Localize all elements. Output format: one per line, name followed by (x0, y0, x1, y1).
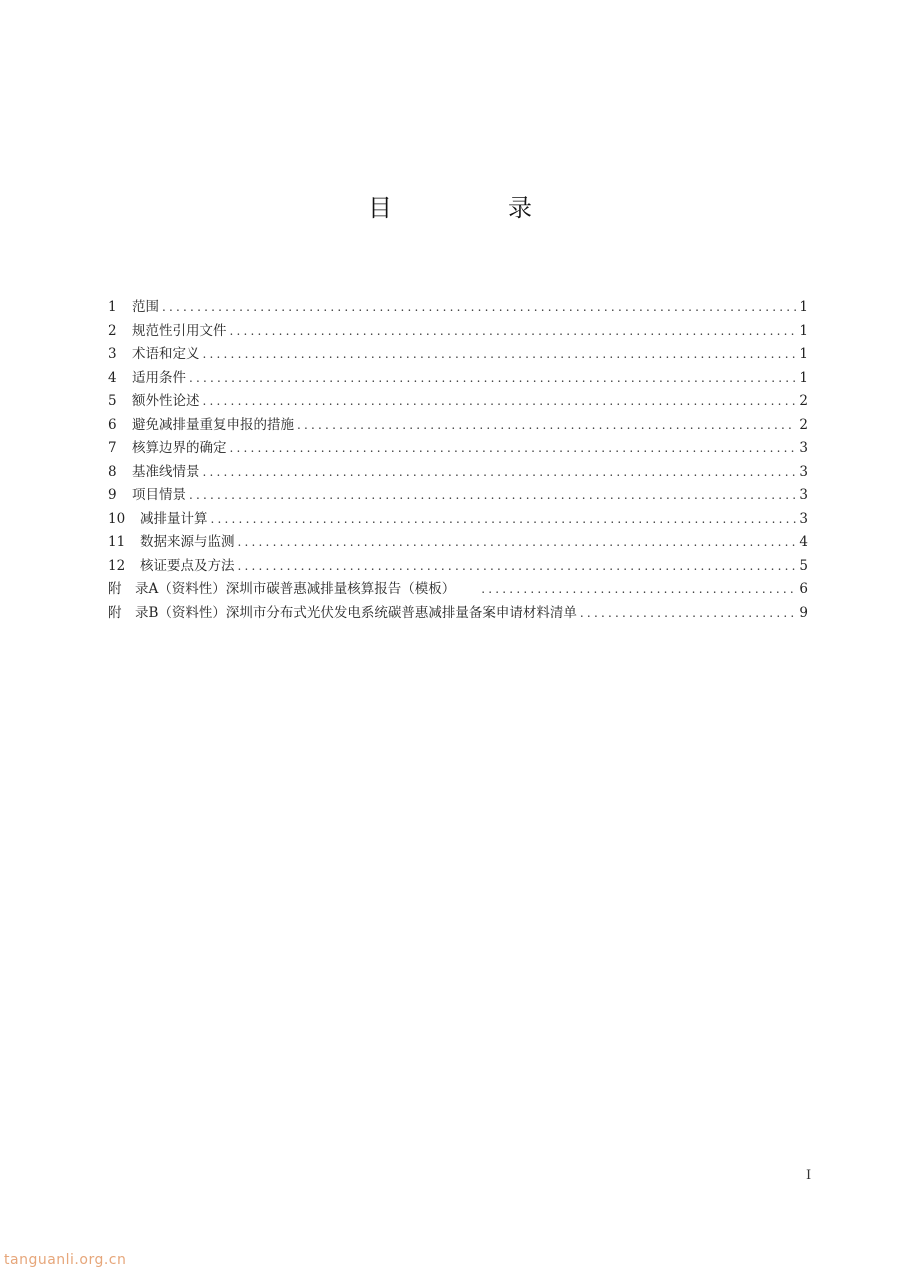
toc-dot-leader (162, 296, 796, 320)
toc-entry-7[interactable] (108, 437, 808, 461)
toc-entry-title: 术语和定义 (132, 346, 200, 362)
toc-entry-number: 4 (108, 369, 117, 386)
toc-entry-number: 3 (108, 346, 117, 362)
toc-entry-number: 7 (108, 440, 117, 456)
toc-entry-4[interactable] (108, 367, 808, 391)
toc-entry-10[interactable] (108, 508, 808, 532)
toc-entry-page: 1 (799, 322, 808, 339)
toc-entry-title: 核算边界的确定 (132, 440, 227, 456)
toc-entry-title: 项目情景 (132, 487, 186, 503)
toc-entry-8[interactable] (108, 461, 808, 485)
toc-entry-2[interactable] (108, 320, 808, 344)
toc-dot-leader (189, 367, 796, 391)
toc-dot-leader (580, 602, 796, 626)
toc-entry-11[interactable] (108, 531, 808, 555)
toc-dot-leader (230, 437, 797, 461)
toc-entry-title: 范围 (132, 299, 159, 315)
toc-entry-number: 11 (108, 534, 126, 550)
toc-entry-6[interactable] (108, 414, 808, 438)
toc-entry-title: 减排量计算 (140, 510, 208, 527)
toc-entry-number: 6 (108, 416, 117, 433)
toc-entry-1[interactable] (108, 296, 808, 320)
toc-dot-leader (238, 531, 797, 555)
toc-dot-leader (238, 555, 797, 579)
toc-entry-number: 1 (108, 299, 117, 315)
toc-dot-leader (203, 390, 797, 414)
toc-entry-title: 核证要点及方法 (140, 557, 235, 574)
toc-entry-page: 1 (799, 369, 808, 386)
toc-dot-leader (230, 320, 797, 344)
toc-dot-leader (211, 508, 797, 532)
toc-entry-12[interactable] (108, 555, 808, 579)
toc-appendix-label: 附 录 (108, 581, 149, 597)
toc-entry-5[interactable] (108, 390, 808, 414)
toc-entry-number: 10 (108, 510, 126, 527)
toc-entry-title: 额外性论述 (132, 393, 200, 409)
toc-entry-page: 4 (799, 534, 808, 550)
toc-entry-page: 2 (799, 393, 808, 409)
toc-entry-page: 1 (799, 346, 808, 362)
toc-entry-title: 适用条件 (132, 369, 186, 386)
table-of-contents (108, 296, 808, 625)
toc-entry-title: 数据来源与监测 (140, 534, 235, 550)
toc-entry-page: 3 (799, 440, 808, 456)
toc-entry-page: 3 (799, 487, 808, 503)
toc-dot-leader (189, 484, 796, 508)
toc-entry-title: 规范性引用文件 (132, 322, 227, 339)
toc-appendix-a[interactable] (108, 578, 808, 602)
toc-entry-number: 12 (108, 557, 126, 574)
toc-dot-leader (297, 414, 796, 438)
toc-entry-title: 基准线情景 (132, 463, 200, 480)
toc-dot-leader (481, 578, 796, 602)
toc-entry-page: 3 (799, 463, 808, 480)
toc-dot-leader (203, 343, 797, 367)
toc-entry-page: 9 (799, 604, 808, 621)
watermark: tanguanli.org.cn (4, 1252, 127, 1268)
toc-entry-number: 2 (108, 322, 117, 339)
toc-entry-title: 避免减排量重复申报的措施 (132, 416, 294, 433)
page-title: 目 录 (368, 194, 578, 222)
toc-entry-number: 9 (108, 487, 117, 503)
toc-entry-page: 1 (799, 299, 808, 315)
toc-dot-leader (203, 461, 797, 485)
toc-entry-number: 8 (108, 463, 117, 480)
toc-entry-page: 6 (799, 581, 808, 597)
toc-entry-number: 5 (108, 393, 117, 409)
toc-entry-page: 3 (799, 510, 808, 527)
toc-entry-title: A（资料性）深圳市碳普惠减排量核算报告（模板） (148, 581, 456, 597)
page-number: I (806, 1168, 812, 1183)
toc-appendix-label: 附 录 (108, 604, 149, 621)
toc-entry-page: 5 (799, 557, 808, 574)
toc-appendix-b[interactable] (108, 602, 808, 626)
toc-entry-title: B（资料性）深圳市分布式光伏发电系统碳普惠减排量备案申请材料清单 (148, 604, 577, 621)
toc-entry-9[interactable] (108, 484, 808, 508)
toc-entry-3[interactable] (108, 343, 808, 367)
toc-entry-page: 2 (799, 416, 808, 433)
